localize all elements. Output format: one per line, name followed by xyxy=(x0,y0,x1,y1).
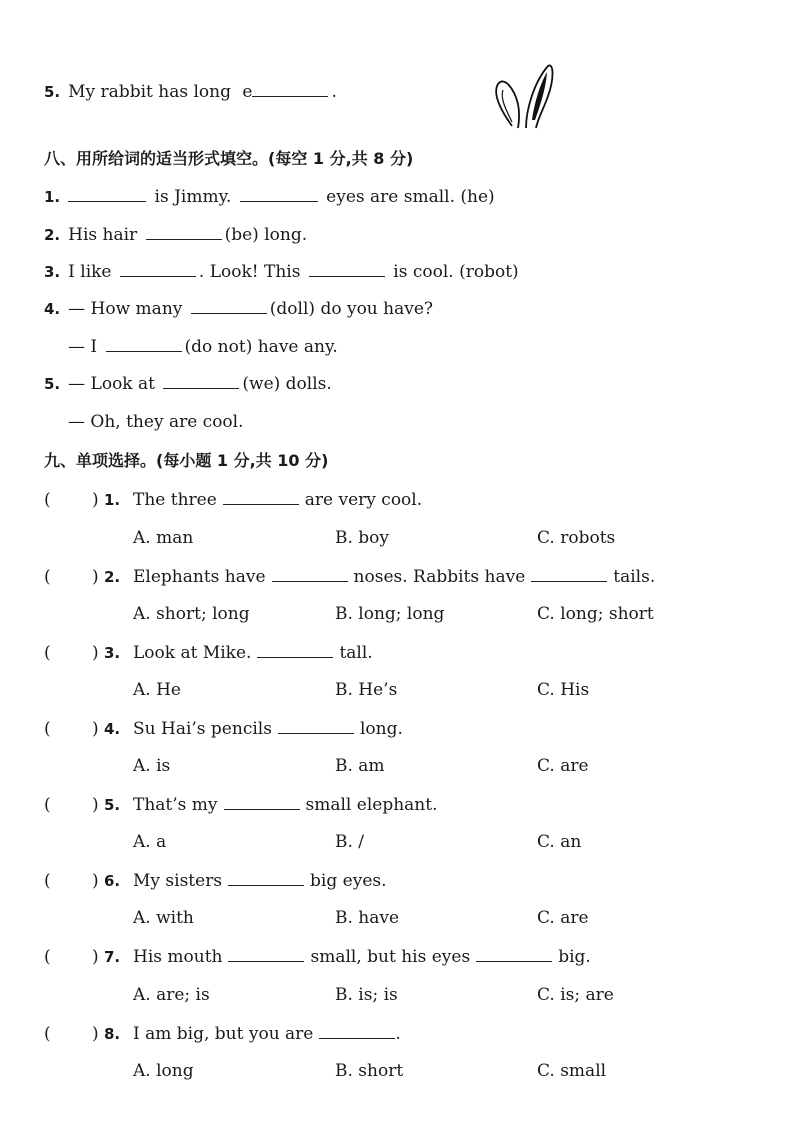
stem-part: small elephant. xyxy=(305,795,438,815)
answer-blank[interactable] xyxy=(223,489,299,505)
answer-blank[interactable] xyxy=(272,566,348,582)
question-text: — Oh, they are cool. xyxy=(68,412,244,432)
option-c[interactable]: C. is; are xyxy=(537,985,614,1005)
option-c[interactable]: C. an xyxy=(537,832,582,852)
section-8-heading: 八、用所给词的适当形式填空。(每空 1 分,共 8 分) xyxy=(44,149,414,168)
answer-slot[interactable] xyxy=(56,566,84,588)
answer-slot[interactable] xyxy=(56,794,84,816)
answer-blank[interactable] xyxy=(146,224,222,240)
answer-blank[interactable] xyxy=(309,261,385,277)
answer-blank[interactable] xyxy=(228,946,304,962)
question-text xyxy=(133,566,655,588)
question-number: 1. xyxy=(44,188,61,206)
question-number: 1. xyxy=(104,491,121,509)
option-b[interactable]: B. short xyxy=(335,1061,404,1081)
answer-blank[interactable] xyxy=(476,946,552,962)
question-number: 6. xyxy=(104,872,121,890)
answer-slot[interactable] xyxy=(56,718,84,740)
stem-part: small, but his eyes xyxy=(310,947,471,967)
question-text xyxy=(133,870,387,892)
answer-paren-open: ( xyxy=(44,1024,51,1044)
section-9-heading: 九、单项选择。(每小题 1 分,共 10 分) xyxy=(44,451,329,470)
answer-paren-open: ( xyxy=(44,947,51,967)
question-text xyxy=(133,1023,401,1045)
question-text xyxy=(133,946,591,968)
period: . xyxy=(331,82,337,102)
stem-part: tall. xyxy=(339,643,373,663)
answer-slot[interactable] xyxy=(56,642,84,664)
stem-part: . xyxy=(395,1024,401,1044)
stem-part: tails. xyxy=(613,567,656,587)
s8-question-2 xyxy=(44,224,307,246)
s8-question-5 xyxy=(44,373,332,395)
stem-part: My sisters xyxy=(133,871,223,891)
answer-slot[interactable] xyxy=(56,946,84,968)
option-b[interactable]: B. long; long xyxy=(335,604,445,624)
answer-blank[interactable] xyxy=(278,718,354,734)
answer-paren-open: ( xyxy=(44,643,51,663)
question-text: is Jimmy. xyxy=(154,187,232,207)
s8-question-4 xyxy=(44,298,433,320)
question-number: 3. xyxy=(44,263,61,281)
answer-slot[interactable] xyxy=(56,870,84,892)
question-number: 5. xyxy=(44,375,61,393)
option-a[interactable]: A. man xyxy=(133,528,194,548)
question-text xyxy=(133,642,373,664)
question-number: 5. xyxy=(104,796,121,814)
s8-question-5-reply xyxy=(68,411,244,433)
question-text: — How many xyxy=(68,299,183,319)
stem-part: noses. Rabbits have xyxy=(353,567,526,587)
answer-paren-close: ) xyxy=(92,871,99,891)
question-text: My rabbit has long xyxy=(68,82,231,102)
option-b[interactable]: B. have xyxy=(335,908,400,928)
answer-blank[interactable] xyxy=(163,373,239,389)
question-number: 2. xyxy=(104,568,121,586)
question-number: 4. xyxy=(104,720,121,738)
option-c[interactable]: C. long; short xyxy=(537,604,654,624)
question-number: 8. xyxy=(104,1025,121,1043)
question-text: (be) long. xyxy=(224,225,308,245)
stem-part: are very cool. xyxy=(304,490,423,510)
option-b[interactable]: B. am xyxy=(335,756,385,776)
option-a[interactable]: A. He xyxy=(133,680,181,700)
question-text: (do not) have any. xyxy=(184,337,338,357)
option-a[interactable]: A. are; is xyxy=(133,985,210,1005)
stem-part: big eyes. xyxy=(310,871,387,891)
answer-paren-close: ) xyxy=(92,643,99,663)
answer-blank[interactable] xyxy=(191,298,267,314)
stem-part: Su Hai’s pencils xyxy=(133,719,272,739)
question-text: — Look at xyxy=(68,374,155,394)
question-number: 4. xyxy=(44,300,61,318)
option-b[interactable]: B. is; is xyxy=(335,985,398,1005)
question-text: . Look! This xyxy=(198,262,301,282)
question-number: 5. xyxy=(44,83,61,101)
option-a[interactable]: A. with xyxy=(133,908,194,928)
option-a[interactable]: A. long xyxy=(133,1061,194,1081)
stem-part: I am big, but you are xyxy=(133,1024,314,1044)
stem-part: The three xyxy=(133,490,217,510)
question-text: is cool. (robot) xyxy=(393,262,519,282)
answer-blank[interactable] xyxy=(68,186,146,202)
question-text: eyes are small. (he) xyxy=(326,187,495,207)
answer-blank[interactable] xyxy=(252,81,328,97)
option-a[interactable]: A. is xyxy=(133,756,171,776)
answer-paren-open: ( xyxy=(44,719,51,739)
option-b[interactable]: B. / xyxy=(335,832,365,852)
rabbit-ears-icon xyxy=(488,60,560,132)
answer-blank[interactable] xyxy=(257,642,333,658)
option-c[interactable]: C. His xyxy=(537,680,590,700)
question-text: I like xyxy=(68,262,112,282)
question-text: His hair xyxy=(68,225,138,245)
answer-paren-close: ) xyxy=(92,719,99,739)
question-text: — I xyxy=(68,337,98,357)
answer-blank[interactable] xyxy=(228,870,304,886)
answer-paren-close: ) xyxy=(92,567,99,587)
stem-part: long. xyxy=(359,719,403,739)
question-number: 2. xyxy=(44,226,61,244)
answer-paren-open: ( xyxy=(44,871,51,891)
answer-paren-close: ) xyxy=(92,795,99,815)
answer-blank[interactable] xyxy=(319,1023,395,1039)
option-a[interactable]: A. a xyxy=(133,832,167,852)
option-c[interactable]: C. small xyxy=(537,1061,607,1081)
question-number: 7. xyxy=(104,948,121,966)
answer-blank[interactable] xyxy=(106,336,182,352)
stem-part: big. xyxy=(558,947,591,967)
option-b[interactable]: B. He’s xyxy=(335,680,398,700)
answer-paren-open: ( xyxy=(44,490,51,510)
option-c[interactable]: C. robots xyxy=(537,528,616,548)
answer-paren-open: ( xyxy=(44,567,51,587)
s8-question-3 xyxy=(44,261,519,283)
answer-paren-close: ) xyxy=(92,947,99,967)
question-number: 3. xyxy=(104,644,121,662)
option-a[interactable]: A. short; long xyxy=(133,604,250,624)
s8-question-4-reply xyxy=(68,336,338,358)
option-c[interactable]: C. are xyxy=(537,756,589,776)
answer-paren-close: ) xyxy=(92,1024,99,1044)
question-text: (doll) do you have? xyxy=(269,299,434,319)
question-text xyxy=(133,489,422,511)
answer-paren-close: ) xyxy=(92,490,99,510)
stem-part: Elephants have xyxy=(133,567,266,587)
answer-blank[interactable] xyxy=(120,261,196,277)
s8-question-1 xyxy=(44,186,495,208)
question-text xyxy=(133,794,437,816)
option-c[interactable]: C. are xyxy=(537,908,589,928)
stem-part: Look at Mike. xyxy=(133,643,252,663)
letter-hint: e xyxy=(242,82,253,102)
answer-slot[interactable] xyxy=(56,1023,84,1045)
answer-blank[interactable] xyxy=(240,186,318,202)
stem-part: That’s my xyxy=(133,795,218,815)
answer-slot[interactable] xyxy=(56,489,84,511)
answer-blank[interactable] xyxy=(224,794,300,810)
s7-question-5 xyxy=(44,81,337,103)
option-b[interactable]: B. boy xyxy=(335,528,390,548)
question-text: (we) dolls. xyxy=(242,374,332,394)
stem-part: His mouth xyxy=(133,947,223,967)
question-text xyxy=(133,718,403,740)
answer-blank[interactable] xyxy=(531,566,607,582)
answer-paren-open: ( xyxy=(44,795,51,815)
